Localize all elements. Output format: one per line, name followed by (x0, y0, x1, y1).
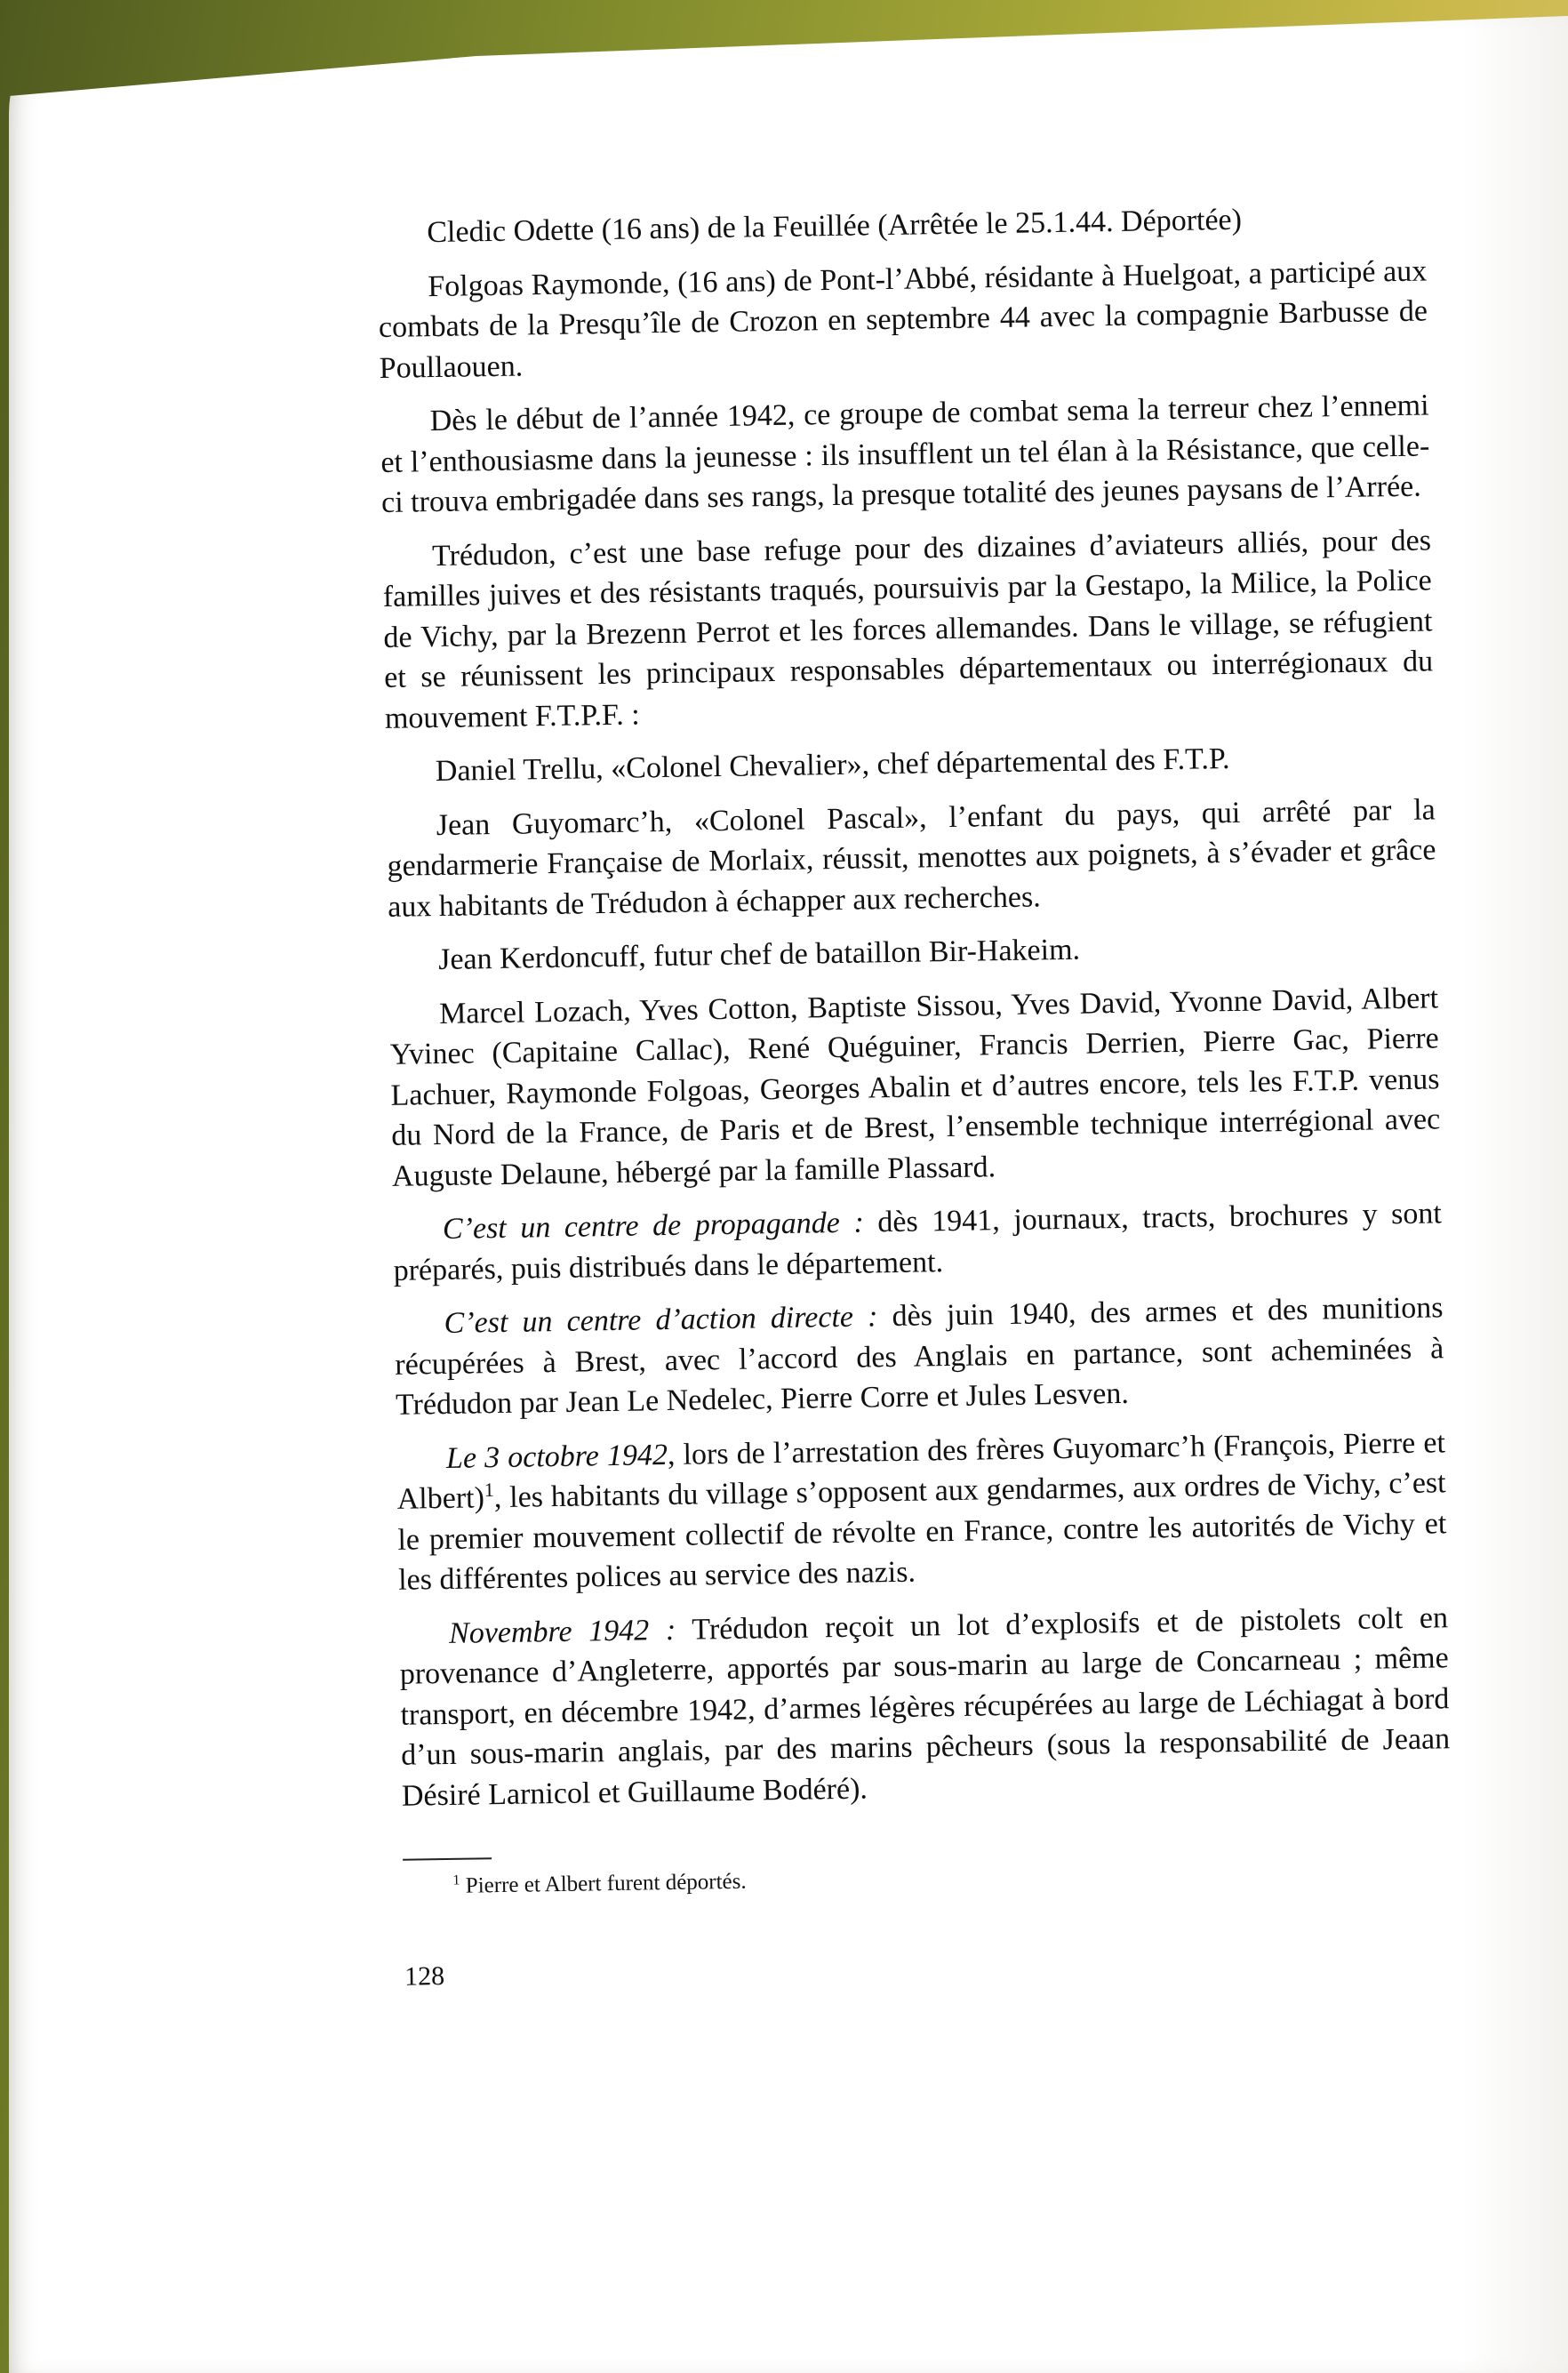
paragraph-text: Folgoas Raymonde, (16 ans) de Pont-l’Abbé, résidante à Huelgoat, a participé aux combats de la Presqu’île de Crozon en septembre 44 avec la compagnie Barbusse de Poullaouen. (378, 253, 1428, 385)
paragraph (393, 1193, 1443, 1291)
paragraph-text: , les habitants du village s’opposent aux gendarmes, aux ordres de Vichy, c’est le premier mouvement collectif de révolte en France, contre les autorités de Vichy et les différentes polices au service des nazis. (397, 1466, 1447, 1597)
paragraph (386, 735, 1436, 792)
italic-lead-in: C’est un centre de propagande : (442, 1206, 865, 1246)
paragraph (382, 520, 1434, 739)
body-text (377, 196, 1451, 1816)
paragraph (386, 790, 1436, 927)
paragraph (388, 924, 1438, 981)
italic-lead-in: Le 3 octobre 1942 (445, 1438, 668, 1475)
paragraph-text: Marcel Lozach, Yves Cotton, Baptiste Sissou, Yves David, Yvonne David, Albert Yvinec (Capitaine Callac), René Quéguiner, Francis Derrien, Pierre Gac, Pierre Lachuer, Raymonde Folgoas, Georges Abalin et d’autres encore, tels les F.T.P. venus du Nord de la France, de Paris et de Brest, l’ensemble technique interrégional avec Auguste Delaune, hébergé par la famille Plassard. (389, 981, 1441, 1193)
page-content (377, 196, 1453, 1997)
paragraph-text: dès 1941, journaux, tracts, brochures y sont préparés, puis distribués dans le département. (393, 1197, 1443, 1287)
footnote (403, 1856, 1452, 1902)
paragraph-text: Cledic Odette (16 ans) de la Feuillée (Arrêtée le 25.1.44. Déportée) (427, 203, 1243, 250)
paragraph-text: Daniel Trellu, «Colonel Chevalier», chef départemental des F.T.P. (435, 742, 1230, 789)
paragraph-text: Jean Kerdoncuff, futur chef de bataillon Bir-Hakeim. (437, 933, 1081, 977)
paragraph-text: Trédudon, c’est une base refuge pour des dizaines d’aviateurs alliés, pour des familles juives et des résistants traqués, poursuivis par la Gestapo, la Milice, la Police de Vichy, par la Brezenn Perrot et les forces allemandes. Dans le village, se réfugient et se réunissent les principaux responsables départementaux ou interrégionaux du mouvement F.T.P.F. : (382, 523, 1434, 735)
paragraph (378, 251, 1428, 389)
footnote-text: Pierre et Albert furent déportés. (460, 1869, 747, 1898)
paragraph-text: Trédudon reçoit un lot d’explosifs et de pistolets colt en provenance d’Angleterre, apportés par sous-marin au large de Concarneau ; même transport, en décembre 1942, d’armes légères récupérées au large de Léchiagat à bord d’un sous-marin anglais, par des marins pêcheurs (sous la responsabilité de Jeaan Désiré Larnicol et Guillaume Bodéré). (399, 1600, 1451, 1813)
footnote-marker: 1 (452, 1872, 460, 1888)
italic-lead-in: C’est un centre d’action directe : (444, 1300, 878, 1340)
paragraph (399, 1598, 1451, 1816)
paragraph (380, 385, 1430, 523)
footnote-separator (403, 1857, 492, 1861)
paragraph (394, 1287, 1444, 1425)
paragraph-text: Jean Guyomarc’h, «Colonel Pascal», l’enfant du pays, qui arrêté par la gendarmerie Française de Morlaix, réussit, menottes aux poignets, à s’évader et grâce aux habitants de Trédudon à échapper aux recherches. (387, 792, 1436, 924)
italic-lead-in: Novembre 1942 : (448, 1613, 676, 1650)
page-number: 128 (404, 1961, 445, 1992)
paragraph (396, 1423, 1448, 1601)
paragraph-text: , lors de l’arrestation des frères Guyomarc’h (François, Pierre et Albert) (396, 1425, 1446, 1516)
paragraph-text: Dès le début de l’année 1942, ce groupe de combat sema la terreur chez l’ennemi et l’enthousiasme dans la jeunesse : ils insufflent un tel élan à la Résistance, que celle-ci trouva embrigadée dans ses rangs, la presque totalité des jeunes paysans de l’Arrée. (380, 389, 1430, 519)
paragraph-text: dès juin 1940, des armes et des munitions récupérées à Brest, avec l’accord des Anglais en partance, sont acheminées à Trédudon par Jean Le Nedelec, Pierre Corre et Jules Lesven. (395, 1291, 1444, 1422)
footnote-reference: 1 (484, 1478, 494, 1501)
paragraph (389, 978, 1441, 1197)
